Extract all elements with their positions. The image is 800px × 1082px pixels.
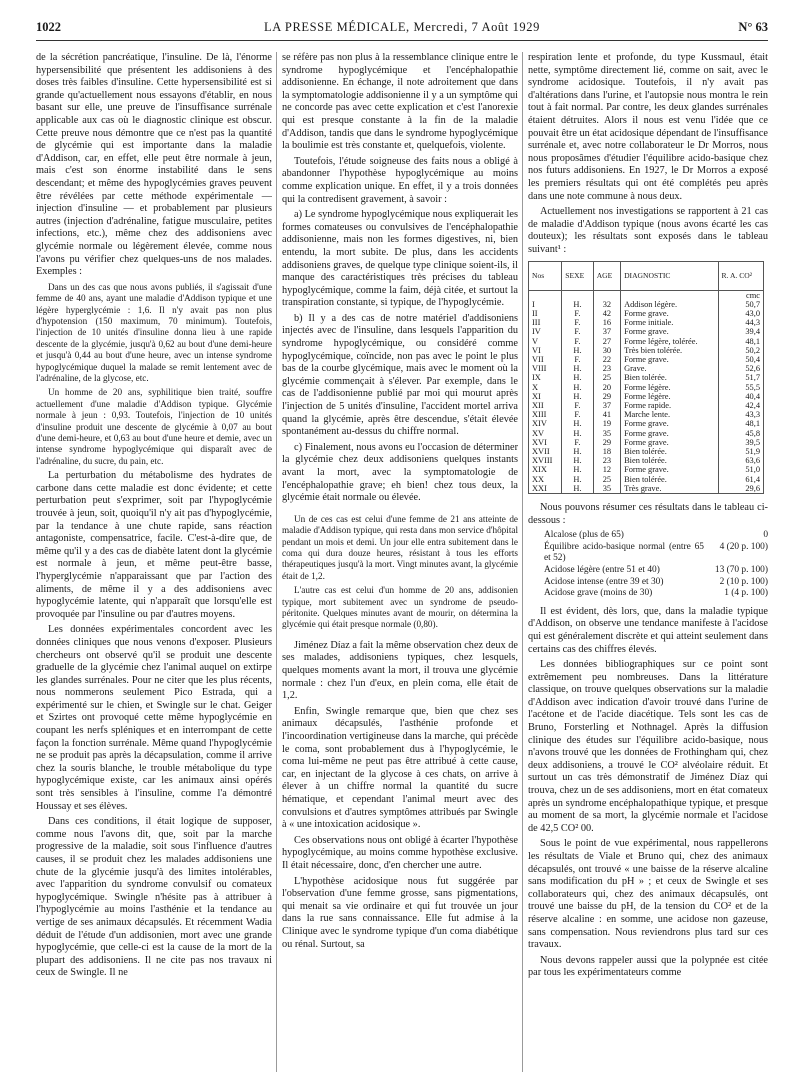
column-header-number: Nos <box>529 261 562 290</box>
table-row <box>529 392 764 401</box>
co2-reserve: 51,9 <box>718 447 764 456</box>
diagnosis: Forme grave. <box>621 327 718 336</box>
diagnosis: Forme légère. <box>621 383 718 392</box>
co2-reserve: 50,2 <box>718 346 764 355</box>
co2-reserve: 44,3 <box>718 318 764 327</box>
paragraph: Ces observations nous ont obligé à écarter l'hypothèse hypoglycémique, au moins comme hypothèse exclusive. Il était nécessaire, donc, d'en chercher une autre. <box>282 834 518 871</box>
sex: H. <box>562 429 593 438</box>
sex: H. <box>562 383 593 392</box>
table-row <box>529 355 764 364</box>
diagnosis: Forme initiale. <box>621 318 718 327</box>
co2-reserve: 61,4 <box>718 475 764 484</box>
sex: H. <box>562 346 593 355</box>
case-number: XV <box>529 429 562 438</box>
co2-reserve: 43,0 <box>718 309 764 318</box>
table-row <box>529 484 764 494</box>
case-example: Dans un des cas que nous avons publiés, il s'agissait d'une femme de 40 ans, ayant une maladie d'Addison typique et une légère hyperglycémie : 1,6. Il n'y avait pas non plus d'hypotension (150 maximum, 70 minimum). Toutefois, l'injection de 10 unités d'insuline donna lieu à une rapide descente de la glycémie, jusqu'à 0,62 au bout d'une demi-heure et jusqu'à 0,44 au bout d'une heure, avec un intense syndrome hypoglycémique duquel la malade se remit lentement avec de l'adrénaline, de la glycose, etc. <box>36 281 272 383</box>
table-row <box>529 456 764 465</box>
co2-reserve: 63,6 <box>718 456 764 465</box>
sex: F. <box>562 327 593 336</box>
column-1 <box>36 52 272 1072</box>
paragraph: Les données expérimentales concordent avec les données cliniques que nous venons d'exposer. Plusieurs chercheurs ont observé qu'il se produit une descente graduelle de la glycémie chez l'animal auquel on extirpe les glandes surrénales. Pour ne citer que les plus récents, nous nommerons seulement Pico Estrada, qui a expérimenté sur le chien, et Swingle sur le chat. Geiger et Szirtes ont provoqué cette même hypoglycémie en coupant les nerfs spléniques et en interrompant de cette façon la fonction surrénale. Même quand l'hypoglycémie ne se produit pas après la décapsulation, comme il arrive chez la souris blanche, le trouble métabolique du type hypoglycémique existe, car les animaux ainsi opérés sont très sensibles à l'insuline, comme l'a démontré Houssay et ses élèves. <box>36 624 272 812</box>
co2-reserve: 55,5 <box>718 383 764 392</box>
column-header-sex: SEXE <box>562 261 593 290</box>
summary-label: Équilibre acido-basique normal (entre 65 et 52) <box>544 541 704 564</box>
age: 12 <box>593 465 620 474</box>
diagnosis: Forme grave. <box>621 429 718 438</box>
column-header-diagnosis: DIAGNOSTIC <box>621 261 718 290</box>
paragraph: Enfin, Swingle remarque que, bien que chez ses animaux décapsulés, l'asthénie profonde et l'incoordination vertigineuse dans la marche, qui précède le coma, sont probablement dus à l'hypoglycémie, le coma lui-même ne peut pas être attribué à cette cause, car, en injectant de la glycose à ces chats, on arrive à élever à un chiffre normal la quantité du sucre hématique, et cependant l'animal meurt avec des convulsions et d'autres symptômes attribués par Swingle à « une intoxication acidosique ». <box>282 705 518 831</box>
age: 30 <box>593 346 620 355</box>
diagnosis: Grave. <box>621 364 718 373</box>
table-row <box>529 309 764 318</box>
diagnosis: Forme rapide. <box>621 401 718 410</box>
paragraph: Toutefois, l'étude soigneuse des faits nous a obligé à abandonner l'hypothèse hypoglycémique au moins comme explication unique. En effet, il y a trois données qui la contredisent gravement, à savoir : <box>282 155 518 205</box>
addison-cases-table <box>528 261 764 494</box>
case-number: IX <box>529 373 562 382</box>
table-row <box>529 410 764 419</box>
diagnosis: Très bien tolérée. <box>621 346 718 355</box>
case-example: Un de ces cas est celui d'une femme de 21 ans atteinte de maladie d'Addison typique, qui resta dans mon service d'hôpital pendant un mois et demi. Un jour elle entra subitement dans le coma qui dura douze heures, résistant à tous les efforts thérapeutiques jusqu'à la mort. Vingt minutes avant, la glycémie était de 1,2. <box>282 513 518 581</box>
summary-value: 4 (20 p. 100) <box>719 541 768 552</box>
case-number: I <box>529 300 562 309</box>
age: 25 <box>593 373 620 382</box>
summary-label: Acidose légère (entre 51 et 40) <box>544 564 660 575</box>
age: 37 <box>593 327 620 336</box>
co2-reserve: 48,1 <box>718 337 764 346</box>
summary-label: Acidose intense (entre 39 et 30) <box>544 576 664 587</box>
table-row <box>529 383 764 392</box>
page-number: 1022 <box>36 20 61 34</box>
column-header-co2: R. A. CO² <box>718 261 764 290</box>
diagnosis: Bien tolérée. <box>621 475 718 484</box>
table-row <box>529 475 764 484</box>
unit-label: cmc <box>718 290 764 300</box>
table-row <box>529 438 764 447</box>
table-row <box>529 429 764 438</box>
sex: F. <box>562 309 593 318</box>
age: 16 <box>593 318 620 327</box>
case-number: XVI <box>529 438 562 447</box>
table-row <box>529 419 764 428</box>
summary-row <box>544 542 768 565</box>
diagnosis: Forme grave. <box>621 419 718 428</box>
summary-label: Acidose grave (moins de 30) <box>544 588 653 599</box>
paragraph: Nous pouvons résumer ces résultats dans le tableau ci-dessous : <box>528 501 768 526</box>
table-row <box>529 300 764 309</box>
diagnosis: Forme légère, tolérée. <box>621 337 718 346</box>
age: 37 <box>593 401 620 410</box>
diagnosis: Forme grave. <box>621 355 718 364</box>
age: 29 <box>593 392 620 401</box>
co2-reserve: 39,4 <box>718 327 764 336</box>
summary-value: 1 (4 p. 100) <box>724 588 768 599</box>
paragraph: c) Finalement, nous avons eu l'occasion de déterminer la glycémie chez deux addisoniens quelques instants avant la mort, avec la symptomatologie de l'encéphalopathie grave; eh bien! chez tous deux, la glycémie était normale ou élevée. <box>282 441 518 504</box>
summary-row <box>544 530 768 542</box>
sex: H. <box>562 475 593 484</box>
age: 42 <box>593 309 620 318</box>
age: 35 <box>593 484 620 494</box>
table-row <box>529 373 764 382</box>
summary-value: 0 <box>763 530 768 541</box>
sex: H. <box>562 456 593 465</box>
column-divider <box>522 52 523 1072</box>
sex: F. <box>562 410 593 419</box>
co2-reserve: 48,1 <box>718 419 764 428</box>
age: 20 <box>593 383 620 392</box>
co2-reserve: 50,7 <box>718 300 764 309</box>
paragraph: respiration lente et profonde, du type Kussmaul, était nette, symptôme directement lié, comme on sait, avec le syndrome acidosique. Toutefois, il n'y avait pas d'altérations dans l'urine, et l'autopsie nous montra le rein tout à fait normal. Par contre, les deux glandes surrénales étaient détruites. Alors il nous est venu l'idée que ce pouvait être un état acidosique dépendant de l'insuffisance surrénale et, avec notre collaborateur le Dr Morros, nous nous proposâmes d'étudier l'équilibre acido-basique chez nos futurs addisoniens. En 1927, le Dr Morros a exposé les premiers résultats qui ont été complétés peu après dans une note commune à nous deux. <box>528 52 768 202</box>
age: 35 <box>593 429 620 438</box>
column-divider <box>276 52 277 1072</box>
age: 23 <box>593 364 620 373</box>
case-number: III <box>529 318 562 327</box>
case-number: II <box>529 309 562 318</box>
diagnosis: Forme grave. <box>621 309 718 318</box>
paragraph: La perturbation du métabolisme des hydrates de carbone dans cette maladie est donc évidente; et cette perturbation peut s'exprimer, soit par l'hypoglycémie trouvée à jeun, soit, quoiqu'il n'y ait pas d'hypoglycémie, par la tendance à une chute rapide, sans réaction antagoniste, compensatrice, facile. C'est-à-dire que, de même qu'il y a des cas de diabète latent dont la glycémie est normale à jeun, et même peut-être basse, l'hyperglycémie n'apparaissant que par l'action des aliments, de même il y a des addisoniens avec hypoglycémie latente, qui n'apparaît que lorsqu'elle est provoquée par l'insuline ou par d'autres moyens. <box>36 470 272 620</box>
case-number: XIV <box>529 419 562 428</box>
case-number: XII <box>529 401 562 410</box>
summary-row <box>544 577 768 589</box>
column-3 <box>528 52 768 1072</box>
paragraph: a) Le syndrome hypoglycémique nous expliquerait les formes comateuses ou convulsives de l'encéphalopathie addisonienne, mais non les formes digestives, ni, bien entendu, la mort subite. De plus, dans les accidents addisoniens graves, de quelque type clinique soient-ils, il manque des caractéristiques très précises du tableau hypoglycémique, comme la faim, déjà citée, et surtout la transpiration constante, si typique, de l'hypoglycémie. <box>282 209 518 309</box>
paragraph: se réfère pas non plus à la ressemblance clinique entre le syndrome hypoglycémique et l'encéphalopathie addisonienne. En échange, il note adroitement que dans la symptomatologie addisonienne il y a un symptôme qui ne concorde pas avec cette explication et c'est l'anorexie qui est presque constante à la fin de la maladie d'Addison, tandis que dans le syndrome hypoglycémique la boulimie est très constante et, quelquefois, violente. <box>282 52 518 152</box>
case-example: L'autre cas est celui d'un homme de 20 ans, addisonien typique, mort subitement avec un syndrome de pseudo-péritonite. Quelques minutes avant de mourir, on détermina la glycémie qui était presque normale (0,80). <box>282 585 518 630</box>
sex: H. <box>562 300 593 309</box>
table-row <box>529 327 764 336</box>
summary-value: 13 (70 p. 100) <box>714 564 768 575</box>
sex: H. <box>562 465 593 474</box>
column-header-age: AGE <box>593 261 620 290</box>
paragraph: Actuellement nos investigations se rapportent à 21 cas de maladie d'Addison typique (nous avons écarté les cas douteux); les résultats sont exposés dans le tableau suivant¹ : <box>528 206 768 255</box>
diagnosis: Bien tolérée. <box>621 373 718 382</box>
case-number: XIII <box>529 410 562 419</box>
sex: H. <box>562 373 593 382</box>
diagnosis: Bien tolérée. <box>621 456 718 465</box>
sex: F. <box>562 318 593 327</box>
summary-label: Alcalose (plus de 65) <box>544 530 624 541</box>
paragraph: de la sécrétion pancréatique, l'insuline. De là, l'énorme hypersensibilité que présentent les addisoniens à des doses très faibles d'insuline. Cette hypersensibilité est si grande qu'actuellement nous essayons d'établir, en nous basant sur elle, une preuve de l'insuffisance surrénale applicable aux cas où le diagnostic clinique est obscur. Cette preuve nous démontre que ce n'est pas la quantité de glycémie qui est importante dans la maladie d'Addison, car, en effet, elle peut être normale à jeun, mais c'est son énorme instabilité dans le sens descendant; et même des hypoglycémies graves peuvent être révélées par cette méthode expérimentale — injection d'insuline — et probablement par plusieurs autres (injection d'adrénaline, fatigue musculaire, petites infections, etc.), même chez des addisoniens avec glycémie normale ou légèrement élevée, comme nous l'avons pu vérifier chez quelques-uns de nos malades. Exemples : <box>36 52 272 278</box>
age: 22 <box>593 355 620 364</box>
co2-reserve: 42,4 <box>718 401 764 410</box>
case-number: XVIII <box>529 456 562 465</box>
paragraph: Jiménez Díaz a fait la même observation chez deux de ses malades, addisoniens typiques, chez lesquels, quelques moments avant la mort, il trouva une glycémie normale : chez l'un d'eux, en plein coma, elle était de 1,2. <box>282 639 518 702</box>
age: 23 <box>593 456 620 465</box>
paragraph: b) Il y a des cas de notre matériel d'addisoniens injectés avec de l'insuline, dans lesquels l'apparition du syndrome hypoglycémique, ou considéré comme hypoglycémique, coïncide, non pas avec le point le plus bas de la courbe glycémique, mais avec le moment où la glycémie commençait à s'élever. Par exemple, dans le cas de l'addisonienne publié par moi qui mourut après l'injection de 5 unités d'insuline, l'accident mortel arriva quand la glycémie, après être descendue, s'était élevée spontanément au-dessus du chiffre normal. <box>282 312 518 438</box>
case-number: XI <box>529 392 562 401</box>
diagnosis: Forme grave. <box>621 465 718 474</box>
diagnosis: Forme grave. <box>621 438 718 447</box>
age: 19 <box>593 419 620 428</box>
case-number: XX <box>529 475 562 484</box>
paragraph: Il est évident, dès lors, que, dans la maladie typique d'Addison, on observe une tendance manifeste à l'acidose qui est généralement discrète et qui atteint seulement dans certains cas des chiffres élevés. <box>528 605 768 655</box>
summary-row <box>544 588 768 600</box>
table-row <box>529 337 764 346</box>
sex: H. <box>562 484 593 494</box>
sex: H. <box>562 364 593 373</box>
age: 25 <box>593 475 620 484</box>
table-row <box>529 364 764 373</box>
summary-value: 2 (10 p. 100) <box>719 576 768 587</box>
sex: F. <box>562 337 593 346</box>
sex: H. <box>562 447 593 456</box>
co2-reserve: 43,3 <box>718 410 764 419</box>
age: 41 <box>593 410 620 419</box>
age: 27 <box>593 337 620 346</box>
case-example: Un homme de 20 ans, syphilitique bien traité, souffre actuellement d'une maladie d'Addison typique. Glycémie normale à jeun : 0,93. Toutefois, l'injection de 10 unités d'insuline produit une descente de glycémie à 0,07 au bout d'une demi-heure, et 0,63 au bout d'une heure et demie, avec un intense syndrome hypoglycémique qui disparaît avec de l'adrénaline, du sucre, du pain, etc. <box>36 387 272 466</box>
co2-reserve: 40,4 <box>718 392 764 401</box>
diagnosis: Forme légère. <box>621 392 718 401</box>
summary-row <box>544 565 768 577</box>
paragraph: Dans ces conditions, il était logique de supposer, comme nous l'avons dit, que, soit par la marche progressive de la maladie, soit sous l'influence d'autres causes, il se produit chez les malades addisoniens une chute de la glycémie jusqu'à des limites intolérables, avec l'apparition du syndrome convulsif ou comateux hypoglycémique. Swingle n'hésite pas à attribuer à l'hypoglycémie au moins l'asthénie et la tendance au vertige de ses animaux décapsulés. Et récemment Wadia déduit de l'étude d'un addisonien, mort avec une grande hypoglycémie, que celle-ci est la cause de la mort de la plupart des addisoniens. Il ne cite pas nos travaux ni ceux de Swingle. Il ne <box>36 816 272 979</box>
sex: H. <box>562 419 593 428</box>
co2-reserve: 39,5 <box>718 438 764 447</box>
case-number: VI <box>529 346 562 355</box>
co2-reserve: 50,4 <box>718 355 764 364</box>
diagnosis: Marche lente. <box>621 410 718 419</box>
age: 29 <box>593 438 620 447</box>
table-row <box>529 346 764 355</box>
issue-number: N° 63 <box>738 20 768 34</box>
journal-title: LA PRESSE MÉDICALE, Mercredi, 7 Août 1929 <box>264 20 540 34</box>
diagnosis: Addison légère. <box>621 300 718 309</box>
column-2 <box>282 52 518 1072</box>
table-row <box>529 401 764 410</box>
co2-reserve: 51,7 <box>718 373 764 382</box>
case-number: XIX <box>529 465 562 474</box>
case-number: XXI <box>529 484 562 494</box>
case-number: X <box>529 383 562 392</box>
paragraph: L'hypothèse acidosique nous fut suggérée par l'observation d'une femme grosse, sans pigmentations, qui menait sa vie ordinaire et qui fut trouvée un jour dans la rue sans connaissance. Elle fut admise à la Clinique avec le syndrome typique d'un coma diabétique ou rénal. Surtout, sa <box>282 875 518 950</box>
paragraph: Les données bibliographiques sur ce point sont extrêmement peu nombreuses. Dans la littérature classique, on trouve quelques observations sur la maladie d'Addison avec indication d'avoir trouvé dans l'urine de l'acétone et de l'acide diacétique. Tels sont les cas de Bruno, Forsterling et Nothnagel. Après la diffusion clinique des études sur l'équilibre acido-basique, nous n'avons trouvé que les données de Frothingham qui, chez deux addisoniens, a trouvé le CO² alvéolaire réduit. Et surtout un cas très démonstratif de Jiménez Díaz qui trouva, chez un de ses addisoniens, mort en état comateux après un syndrome encéphalopathique typique, et presque au moment de sa mort, la glycémie normale et l'acidose de 42,5 CO² 00. <box>528 659 768 834</box>
co2-reserve: 29,6 <box>718 484 764 494</box>
header-rule <box>36 40 768 41</box>
case-number: V <box>529 337 562 346</box>
sex: F. <box>562 355 593 364</box>
co2-reserve: 45,8 <box>718 429 764 438</box>
age: 18 <box>593 447 620 456</box>
table-header-row <box>529 261 764 290</box>
sex: F. <box>562 438 593 447</box>
case-number: XVII <box>529 447 562 456</box>
diagnosis: Bien tolérée. <box>621 447 718 456</box>
co2-reserve: 52,6 <box>718 364 764 373</box>
table-unit-row <box>529 290 764 300</box>
case-number: IV <box>529 327 562 336</box>
table-row <box>529 447 764 456</box>
paragraph: Sous le point de vue expérimental, nous rappellerons les résultats de Viale et Bruno qui, chez des animaux décapsulés, ont trouvé « une baisse de la réserve alcaline sans modification du pH » ; et ceux de Swingle et ses collaborateurs qui, chez des animaux décapsulés, ont trouvé une baisse du pH, de la tension du CO² et de la réserve alcaline : en somme, une acidose non gazeuse, sans compensation. Nous reviendrons plus tard sur ces travaux. <box>528 838 768 951</box>
case-number: VII <box>529 355 562 364</box>
age: 32 <box>593 300 620 309</box>
table-row <box>529 465 764 474</box>
case-number: VIII <box>529 364 562 373</box>
diagnosis: Très grave. <box>621 484 718 494</box>
co2-reserve: 51,0 <box>718 465 764 474</box>
page-header <box>36 20 768 38</box>
sex: H. <box>562 392 593 401</box>
table-row <box>529 318 764 327</box>
summary-list <box>544 530 768 600</box>
sex: F. <box>562 401 593 410</box>
paragraph: Nous devons rappeler aussi que la polypnée est citée par tous les expérimentateurs comme <box>528 954 768 979</box>
